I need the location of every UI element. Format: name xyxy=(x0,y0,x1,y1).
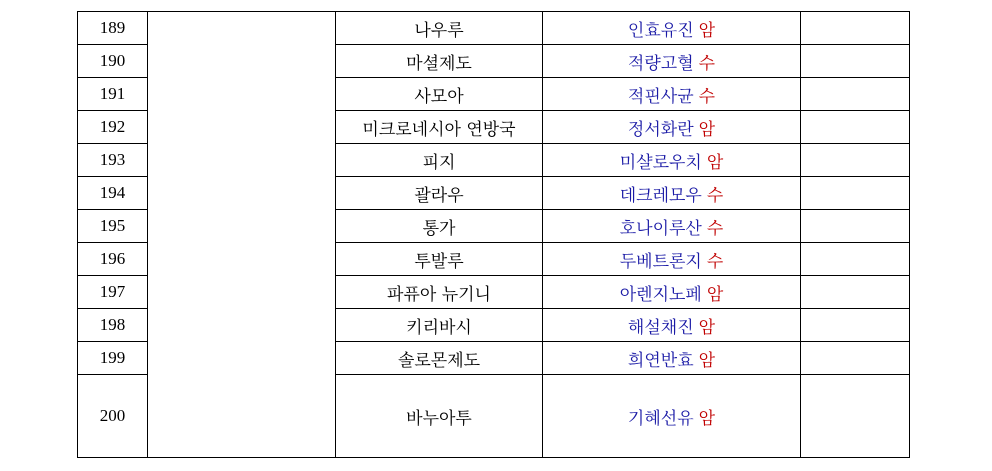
gender-mark: 수 xyxy=(706,185,724,206)
word-text: 데크레모우 xyxy=(619,185,702,206)
empty-cell xyxy=(801,111,910,144)
gender-mark: 암 xyxy=(706,284,724,305)
word-text: 미샬로우치 xyxy=(619,152,702,173)
word-cell xyxy=(543,276,801,309)
row-number: 191 xyxy=(78,78,148,111)
empty-cell xyxy=(801,309,910,342)
word-text: 정서화란 xyxy=(627,119,694,140)
table-row xyxy=(78,12,910,45)
gender-mark: 암 xyxy=(698,20,716,41)
row-number: 197 xyxy=(78,276,148,309)
gender-mark: 암 xyxy=(706,152,724,173)
word-text: 아렌지노페 xyxy=(619,284,702,305)
word-text: 인효유진 xyxy=(627,20,694,41)
row-number: 196 xyxy=(78,243,148,276)
country-name: 미크로네시아 연방국 xyxy=(336,111,543,144)
word-text: 해설채진 xyxy=(627,317,694,338)
empty-cell xyxy=(801,144,910,177)
country-name: 괄라우 xyxy=(336,177,543,210)
gender-mark: 수 xyxy=(698,86,716,107)
country-name: 파퓨아 뉴기니 xyxy=(336,276,543,309)
word-text: 두베트론지 xyxy=(619,251,702,272)
table-body xyxy=(78,12,910,458)
row-number: 198 xyxy=(78,309,148,342)
country-name: 마셜제도 xyxy=(336,45,543,78)
word-cell xyxy=(543,12,801,45)
gender-mark: 수 xyxy=(706,218,724,239)
empty-cell xyxy=(801,342,910,375)
row-number: 190 xyxy=(78,45,148,78)
empty-cell xyxy=(801,177,910,210)
country-name: 투발루 xyxy=(336,243,543,276)
word-cell xyxy=(543,342,801,375)
gender-mark: 암 xyxy=(698,119,716,140)
row-number: 192 xyxy=(78,111,148,144)
empty-cell xyxy=(801,45,910,78)
empty-cell xyxy=(801,12,910,45)
gender-mark: 수 xyxy=(698,53,716,74)
word-text: 적량고혈 xyxy=(627,53,694,74)
word-text: 기혜선유 xyxy=(627,408,694,429)
word-text: 적핀사균 xyxy=(627,86,694,107)
empty-cell xyxy=(801,78,910,111)
country-name: 바누아투 xyxy=(336,375,543,458)
country-name: 솔로몬제도 xyxy=(336,342,543,375)
gender-mark: 암 xyxy=(698,408,716,429)
word-cell xyxy=(543,243,801,276)
country-name: 나우루 xyxy=(336,12,543,45)
gender-mark: 암 xyxy=(698,350,716,371)
word-cell xyxy=(543,210,801,243)
row-number: 194 xyxy=(78,177,148,210)
empty-cell xyxy=(801,375,910,458)
word-cell xyxy=(543,78,801,111)
word-cell xyxy=(543,144,801,177)
country-name: 사모아 xyxy=(336,78,543,111)
word-cell xyxy=(543,375,801,458)
merged-empty-cell xyxy=(148,12,336,458)
country-table xyxy=(77,11,910,458)
word-text: 희연반효 xyxy=(627,350,694,371)
country-name: 키리바시 xyxy=(336,309,543,342)
row-number: 195 xyxy=(78,210,148,243)
row-number: 199 xyxy=(78,342,148,375)
word-text: 호나이루산 xyxy=(619,218,702,239)
gender-mark: 수 xyxy=(706,251,724,272)
empty-cell xyxy=(801,243,910,276)
country-name: 피지 xyxy=(336,144,543,177)
row-number: 200 xyxy=(78,375,148,458)
country-name: 통가 xyxy=(336,210,543,243)
word-cell xyxy=(543,45,801,78)
row-number: 193 xyxy=(78,144,148,177)
word-cell xyxy=(543,177,801,210)
gender-mark: 암 xyxy=(698,317,716,338)
word-cell xyxy=(543,111,801,144)
row-number: 189 xyxy=(78,12,148,45)
empty-cell xyxy=(801,276,910,309)
empty-cell xyxy=(801,210,910,243)
word-cell xyxy=(543,309,801,342)
